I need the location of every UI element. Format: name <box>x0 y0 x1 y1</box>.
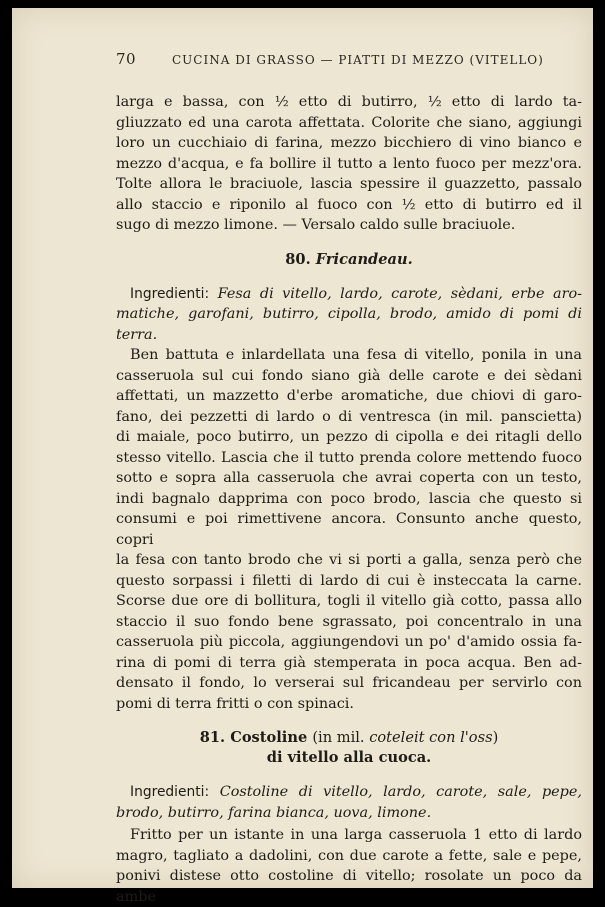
text-line: Scorse due ore di bollitura, togli il vitello già cotto, passa allo <box>116 593 582 609</box>
text-line: Ben battuta e inlardellata una fesa di vitello, ponila in una <box>130 347 582 363</box>
recipe-81-ingredients <box>116 782 582 823</box>
text-line: casseruola più piccola, aggiungendovi un po' d'amido ossia fa- <box>116 634 582 650</box>
text-line: ponivi distese otto costoline di vitello; rosolate un poco da ambe <box>116 868 582 905</box>
text-line: casseruola sul cui fondo siano già delle carote e dei sèdani <box>116 367 582 384</box>
recipe-81-number: 81. <box>199 729 226 746</box>
recipe-80-number: 80. <box>285 250 311 268</box>
recipe-81-text <box>116 825 582 907</box>
running-title: CUCINA DI GRASSO — PIATTI DI MEZZO (VITELLO) <box>172 53 544 67</box>
running-header <box>116 50 586 68</box>
text-line: di maiale, poco butirro, un pezzo di cipolla e dei ritagli dello <box>116 429 582 445</box>
ingredients-line: Fesa di vitello, lardo, carote, sèdani, erbe aro- <box>217 285 582 302</box>
text-line: densato il fondo, lo verserai sul fricandeau per servirlo con <box>116 675 582 691</box>
recipe-81-subtitle: di vitello alla cuoca. <box>266 749 432 766</box>
text-line: questo sorpassi i filetti di lardo di cui è insteccata la carne. <box>116 572 582 589</box>
text-line: sugo di mezzo limone. — Versalo caldo sulle braciuole. <box>116 217 516 233</box>
recipe-80-name: Fricandeau. <box>315 250 413 268</box>
recipe-81-paren-close: ) <box>492 729 499 746</box>
recipe-80-title <box>116 250 582 270</box>
text-line: mezzo d'acqua, e fa bollire il tutto a lento fuoco per mezz'ora. <box>116 155 582 172</box>
text-line: staccio il suo fondo bene sgrassato, poi concentralo in una <box>116 613 582 630</box>
recipe-80-text <box>116 345 582 714</box>
text-line: sotto e sopra alla casseruola che avrai coperta con un testo, <box>116 470 582 486</box>
recipe-81-dialect: coteleit con l'oss <box>369 729 493 746</box>
text-line: la fesa con tanto brodo che vi si porti a galla, senza però che <box>116 552 582 568</box>
text-line: loro un cucchiaio di farina, mezzo bicchiero di vino bianco e <box>116 135 582 151</box>
recipe-81-paren-open: (in mil. <box>312 729 370 746</box>
ingredients-label: Ingredienti: <box>130 285 210 302</box>
intro-paragraph <box>116 92 582 236</box>
recipe-81-title <box>116 728 582 768</box>
page-number: 70 <box>116 50 137 68</box>
book-page <box>12 8 593 905</box>
text-line: indi bagnalo dapprima con poco brodo, lascia che questo si <box>116 490 582 507</box>
recipe-81-name: Costoline <box>230 729 308 746</box>
text-line: fano, dei pezzetti di lardo o di ventresca (in mil. panscietta) <box>116 408 582 425</box>
recipe-80-ingredients-cont <box>116 304 582 345</box>
ingredients-line: terra. <box>116 326 158 343</box>
text-line: consumi e poi rimettivene ancora. Consunto anche questo, copri <box>116 511 582 548</box>
ingredients-label: Ingredienti: <box>130 784 210 800</box>
text-line: gliuzzato ed una carota affettata. Colorite che siano, aggiungi <box>116 114 582 131</box>
text-line: magro, tagliato a dadolini, con due carote a fette, sale e pepe, <box>116 847 582 864</box>
text-line: stesso vitello. Lascia che il tutto prenda colore mettendo fuoco <box>116 449 582 466</box>
text-line: rina di pomi di terra già stemperata in poca acqua. Ben ad- <box>116 654 582 671</box>
ingredients-line: brodo, butirro, farina bianca, uova, limone. <box>116 804 432 821</box>
recipe-80-ingredients <box>116 284 582 305</box>
text-line: affettati, un mazzetto d'erbe aromatiche, due chiovi di garo- <box>116 388 582 404</box>
page-body <box>116 92 582 907</box>
text-line: allo staccio e riponilo al fuoco con ½ etto di butirro ed il <box>116 196 582 213</box>
text-line: larga e bassa, con ½ etto di butirro, ½ etto di lardo ta- <box>116 94 582 110</box>
text-line: pomi di terra fritti o con spinaci. <box>116 695 354 712</box>
text-line: Fritto per un istante in una larga casseruola 1 etto di lardo <box>130 827 582 843</box>
ingredients-line: Costoline di vitello, lardo, carote, sale, pepe, <box>219 784 582 800</box>
text-line: Tolte allora le braciuole, lascia spessire il guazzetto, passalo <box>116 176 582 192</box>
ingredients-line: matiche, garofani, butirro, cipolla, brodo, amido di pomi di <box>116 306 582 322</box>
